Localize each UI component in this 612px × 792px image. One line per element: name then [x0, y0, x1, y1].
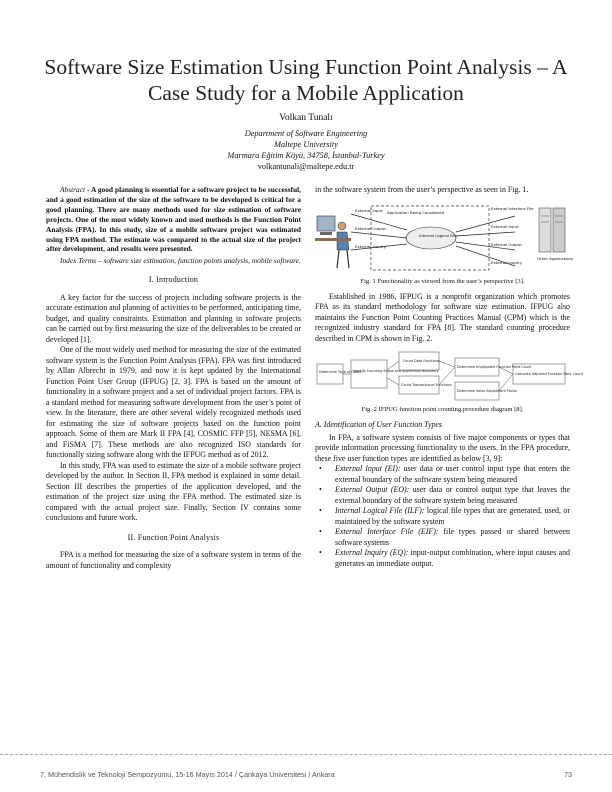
- fig2-unadjusted: Determine Unadjusted Function Point Count: [457, 365, 532, 369]
- list-item: • External Inquiry (EQ): input-output combination, where input causes and generates an immediate output.: [319, 548, 570, 568]
- fig2-value-adjustment: Determine Value Adjustment Factor: [457, 389, 518, 393]
- affiliation: [0, 128, 612, 172]
- function-types-list: [315, 464, 570, 569]
- section-2-paragraph: FPA is a method for measuring the size of a software system in terms of the amount of functionality and complexity: [46, 550, 301, 570]
- paper-title: Software Size Estimation Using Function Point Analysis – A Case Study for a Mobile Application: [44, 55, 568, 105]
- abstract-lead: Abstract: [60, 185, 86, 194]
- right-paragraph: Established in 1986, IFPUG is a nonprofit organization which promotes FPA as its standard methodology for software size estimation. IFPUG also maintains the Function Point Counting Practices Manual (CPM) which is the recognized industry standard for FPA [8]. The standard counting procedure described in CPM is shown in Fig. 2.: [315, 291, 570, 343]
- fig1-label-eq-right: External Inquiry: [491, 259, 522, 265]
- author-email[interactable]: volkantunali@maltepe.edu.tr: [257, 162, 355, 171]
- section-1-paragraph: A key factor for the success of projects including software projects is the accurate estimation and planning of activities to be performed, anticipating time, budget, and quality constraints. Estimation and planning in software projects can be carried out by first measuring the size of the deliverables to be created or developed [1].: [46, 292, 301, 344]
- fig2-count-transactional: Count Transactional Functions: [401, 383, 452, 387]
- fig2-identify-scope: Identify Counting Scope and Application Boundary: [353, 369, 439, 373]
- fig1-label-ei: External Input: [355, 207, 383, 213]
- fig1-label-ilf: Internal Logical File: [419, 232, 457, 238]
- function-type-name: External Inquiry (EQ):: [335, 548, 409, 557]
- page-footer: [40, 770, 572, 779]
- footer-divider: [0, 754, 612, 755]
- fig1-label-other-apps: Other Applications: [537, 255, 574, 261]
- abstract: [46, 185, 301, 254]
- figure-2: [315, 350, 583, 414]
- figure-1-caption: Fig. 1 Functionality as viewed from the user’s perspective [3].: [360, 277, 525, 285]
- function-type-desc: user data or control output type that leaves the external boundary of the software system being measured: [335, 485, 571, 505]
- figure-1: [315, 202, 574, 286]
- function-type-name: External Output (EO):: [335, 485, 410, 494]
- fig1-label-app: Application Being Considered: [387, 209, 445, 215]
- function-type-name: External Interface File (EIF):: [335, 527, 439, 536]
- index-terms: Index Terms – software size estimation, function points analysis, mobile software.: [60, 256, 301, 266]
- fig1-label-eo-right: External Output: [491, 241, 522, 247]
- other-applications-icon: [539, 208, 565, 252]
- fig2-adjusted: Calculate Adjusted Function Point Count: [515, 372, 583, 376]
- fig2-determine-type: Determine Type of Count: [319, 370, 362, 374]
- left-column: [46, 185, 301, 571]
- section-2-heading: II. Function Point Analysis: [127, 532, 220, 542]
- figure-2-diagram: [315, 350, 583, 402]
- page-number: 73: [564, 770, 572, 779]
- figure-1-diagram: [315, 202, 574, 274]
- fig2-count-data: Count Data Functions: [403, 359, 440, 363]
- section-2-continued: in the software system from the user’s perspective as seen in Fig. 1.: [315, 185, 529, 194]
- ilf-oval: [406, 227, 456, 249]
- figure-2-caption: Fig. 2 IFPUG function point counting procedure diagram [8].: [361, 406, 524, 413]
- function-type-desc: input-output combination, where input causes and generates an immediate output.: [335, 548, 570, 568]
- section-1-paragraph: One of the most widely used method for measuring the size of the estimated software system is the Function Point Analysis (FPA). FPA was first introduced by Allan Albrecht in 1979, and now it is kept updated by the International Function Point User Group (IFPUG) [2, 3]. FPA is based on the amount of functionality in a software project and a set of individual project factors. FPA is a standard method for measuring software development from the user’s point of view. In the literature, there are other several widely recognized methods used for estimating the size of software projects based on the function point approach. Some of them are Mark II FPA [4], COSMIC FFP [5], NESMA [6], and FiSMA [7]. These methods are also recognized ISO standards for functionally sizing software along with the IFPUG method as of 2012.: [46, 345, 301, 460]
- fig1-label-eif: External Interface File: [491, 205, 534, 211]
- function-type-name: Internal Logical File (ILF):: [335, 506, 425, 515]
- user-at-computer-icon: [315, 216, 351, 268]
- list-item: • External Output (EO): user data or control output type that leaves the external boundary of the software system being measured: [319, 485, 571, 505]
- affiliation-university: Maltepe University: [274, 140, 338, 149]
- footer-text: 7. Mühendislik ve Teknoloji Sempozyumu, 15-16 Mayıs 2014 / Çankaya Üniversitesi / Ankara: [40, 770, 335, 779]
- list-item: • External Interface File (EIF): file types passed or shared between software systems: [319, 527, 570, 547]
- list-item: • External Input (EI): user data or user control input type that enters the external boundary of the software system being measured: [319, 464, 570, 484]
- author-name: Volkan Tunalı: [279, 113, 333, 123]
- section-1-paragraph: In this study, FPA was used to estimate the size of a mobile software project developed by the author. In Section II, FPA method is explained in some detail. Section III describes the properties of the application developed, and the estimation of the project size using the FPA method. The estimated size is compared with the actual project size. Finally, Section IV contains some conclusions and future work.: [46, 460, 301, 523]
- affiliation-department: Department of Software Engineering: [244, 129, 368, 138]
- function-type-desc: user data or user control input type that enters the external boundary of the software system being measured: [335, 464, 570, 484]
- abstract-body: - A good planning is essential for a software project to be successful, and a good estimation of the size of the software to be developed is critical for a good planning. There are many methods used for size estimation of software projects. One of the most widely known and used methods is the Function Point Analysis (FPA). In this study, size of a mobile software project was estimated using FPA method. The estimate was compared to the actual size of the project after development, and results were presented.: [46, 185, 301, 254]
- function-type-desc: logical file types that are generated, used, or maintained by the software system: [335, 506, 570, 526]
- right-column: [315, 185, 583, 569]
- affiliation-address: Marmara Eğitim Köyü, 34758, İstanbul-Turkey: [227, 151, 385, 160]
- fig1-label-ei-right: External Input: [491, 223, 519, 229]
- subsection-a-paragraph: In FPA, a software system consists of five major components or types that provide information processing functionality to the users. In the FPA procedure, these five user function types are identified as below [3, 9]:: [315, 432, 570, 463]
- fig1-label-eq: External Inquiry: [355, 243, 386, 249]
- fig1-label-eo: External Output: [355, 225, 386, 231]
- function-type-name: External Input (EI):: [335, 464, 401, 473]
- subsection-a-heading: A. Identification of User Function Types: [315, 420, 442, 429]
- section-1-heading: I. Introduction: [148, 275, 199, 285]
- list-item: • Internal Logical File (ILF): logical file types that are generated, used, or maintained by the software system: [319, 506, 570, 526]
- function-type-desc: file types passed or shared between software systems: [335, 527, 570, 547]
